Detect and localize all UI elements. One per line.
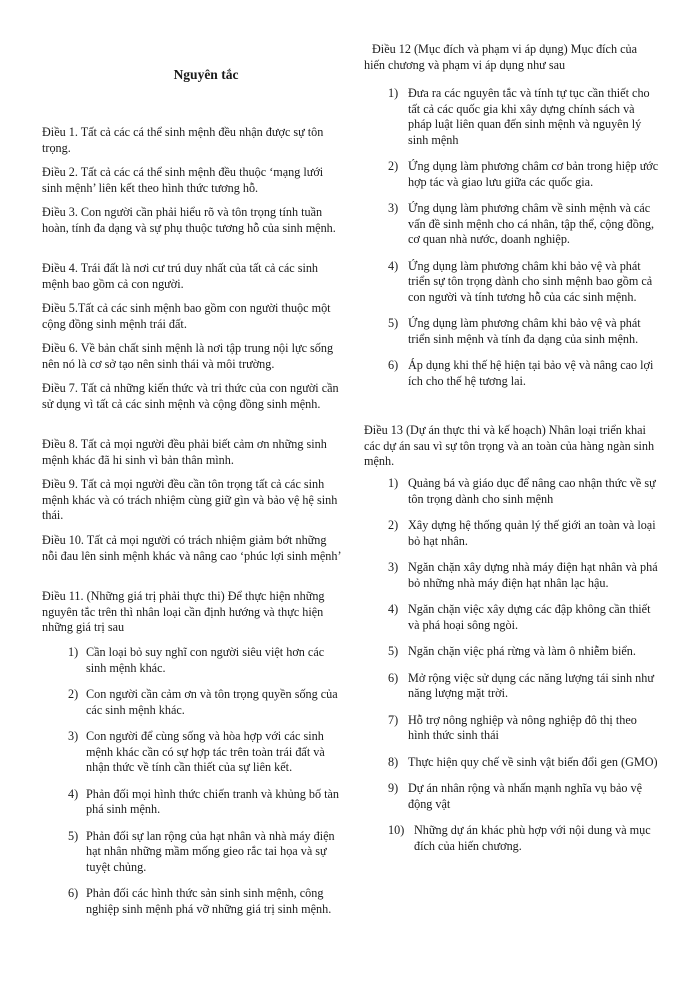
- list-item-number: 6): [388, 670, 399, 685]
- list-item-number: 6): [68, 886, 79, 900]
- article-8: Điều 8. Tất cả mọi người đều phải biết cảm ơn những sinh mệnh khác đã hi sinh vì bản thân mình.: [42, 437, 327, 467]
- list-item: [68, 886, 342, 917]
- list-item-number: 2): [388, 518, 399, 532]
- list-item-text: Thực hiện quy chế về sinh vật biến đổi gen (GMO): [408, 754, 658, 769]
- list-item-text: Áp dụng khi thế hệ hiện tại bảo vệ và nâng cao lợi ích cho thế hệ tương lai.: [408, 358, 654, 388]
- list-item-text: Phản đối sự lan rộng của hạt nhân và nhà máy điện hạt nhân những mầm mống gieo rắc tai họa và sự tuyệt chủng.: [86, 828, 335, 874]
- list-item-text: Ứng dụng làm phương châm về sinh mệnh và các vấn đề sinh mệnh cho cá nhân, tập thể, cộng đồng, cơ quan nhà nước, doanh nghiệp.: [408, 201, 655, 246]
- article-4: Điều 4. Trái đất là nơi cư trú duy nhất của tất cả các sinh mệnh bao gồm cả con người.: [42, 261, 319, 291]
- list-item: [388, 602, 660, 633]
- list-item-number: 7): [388, 712, 399, 727]
- list-item-number: 4): [388, 602, 399, 616]
- list-item-text: Dự án nhân rộng và nhấn mạnh nghĩa vụ bảo vệ động vật: [408, 781, 643, 811]
- list-item-number: 2): [68, 687, 79, 701]
- article-2: Điều 2. Tất cả các cá thể sinh mệnh đều thuộc ‘mạng lưới sinh mệnh’ liên kết theo hình thức tương hỗ.: [42, 165, 324, 195]
- article-5: Điều 5.Tất cả các sinh mệnh bao gồm con người thuộc một cộng đồng sinh mệnh trái đất.: [42, 301, 331, 331]
- list-item-text: Ngăn chặn việc phá rừng và làm ô nhiễm biển.: [408, 644, 636, 658]
- list-item-number: 2): [388, 159, 399, 173]
- list-item-number: 4): [68, 786, 79, 801]
- list-item: [68, 687, 342, 718]
- article-10: Điều 10. Tất cả mọi người có trách nhiệm giảm bớt những nỗi đau lên sinh mệnh khác và nâng cao ‘phúc lợi sinh mệnh’: [42, 533, 342, 563]
- list-item: [388, 823, 660, 854]
- list-item-text: Những dự án khác phù hợp với nội dung và mục đích của hiến chương.: [414, 823, 651, 853]
- article-11-list: [68, 645, 342, 917]
- article-1: Điều 1. Tất cả các cá thể sinh mệnh đều nhận được sự tôn trọng.: [42, 125, 324, 155]
- list-item-number: 3): [68, 729, 79, 743]
- list-item-number: 10): [388, 823, 405, 837]
- list-item-text: Con người cần cảm ơn và tôn trọng quyền sống của các sinh mệnh khác.: [86, 687, 338, 717]
- list-item: [388, 671, 660, 702]
- list-item: [388, 755, 660, 771]
- list-item-text: Hỗ trợ nông nghiệp và nông nghiệp đô thị theo hình thức sinh thái: [408, 712, 637, 742]
- list-item-number: 6): [388, 358, 399, 372]
- list-item: [388, 259, 660, 306]
- list-item-number: 5): [388, 644, 399, 658]
- article-12-list: [388, 86, 660, 389]
- list-item: [68, 787, 342, 818]
- list-item-text: Cần loại bỏ suy nghĩ con người siêu việt hơn các sinh mệnh khác.: [86, 645, 325, 675]
- article-13-list: [388, 476, 660, 854]
- list-item-text: Ngăn chặn việc xây dựng các đập không cần thiết và phá hoại sông ngòi.: [408, 602, 651, 632]
- list-item: [68, 829, 342, 876]
- article-6: Điều 6. Về bản chất sinh mệnh là nơi tập trung nội lực sống nên nó là cơ sở tạo nên sinh thái và môi trường.: [42, 341, 334, 371]
- list-item: [388, 713, 660, 744]
- list-item-text: Ứng dụng làm phương châm cơ bản trong hiệp ước hợp tác và giao lưu giữa các quốc gia.: [408, 159, 659, 189]
- list-item-text: Phản đối mọi hình thức chiến tranh và khủng bố tàn phá sinh mệnh.: [86, 786, 340, 816]
- list-item: [68, 729, 342, 776]
- list-item-text: Phản đối các hình thức sản sinh sinh mệnh, công nghiệp sinh mệnh phá vỡ những giá trị sinh mệnh.: [86, 886, 332, 916]
- article-7: Điều 7. Tất cả những kiến thức và tri thức của con người cần sử dụng vì tất cả các sinh mệnh và cộng đồng sinh mệnh.: [42, 381, 339, 411]
- list-item-number: 8): [388, 754, 399, 769]
- list-item: [388, 560, 660, 591]
- list-item-number: 1): [68, 645, 79, 659]
- list-item-text: Con người để cùng sống và hòa hợp với các sinh mệnh khác cần có sự hợp tác trên toàn trái đất và nhận thức về tính cần thiết của sự liên kết.: [86, 729, 325, 774]
- list-item-number: 4): [388, 258, 399, 273]
- list-item: [388, 476, 660, 507]
- list-item-text: Mở rộng việc sử dụng các năng lượng tái sinh như năng lượng mặt trời.: [408, 670, 654, 700]
- list-item-text: Ngăn chặn xây dựng nhà máy điện hạt nhân và phá bỏ những nhà máy điện hạt nhân lạc hậu.: [408, 560, 658, 590]
- list-item: [388, 201, 660, 248]
- list-item: [388, 781, 660, 812]
- list-item: [388, 358, 660, 389]
- list-item-number: 9): [388, 781, 399, 795]
- list-item-text: Quảng bá và giáo dục để nâng cao nhận thức về sự tôn trọng dành cho sinh mệnh: [408, 476, 656, 506]
- article-13: Điều 13 (Dự án thực thi và kế hoạch) Nhân loại triển khai các dự án sau vì sự tôn trọng và an toàn của hàng ngàn sinh mệnh.: [364, 423, 655, 468]
- article-11: Điều 11. (Những giá trị phải thực thi) Để thực hiện những nguyên tắc trên thì nhân loại cần định hướng và thực hiện những giá trị sau: [42, 589, 325, 634]
- list-item: [388, 518, 660, 549]
- article-9: Điều 9. Tất cả mọi người đều cần tôn trọng tất cả các sinh mệnh khác và có trách nhiệm cùng giữ gìn và bảo vệ hệ sinh thái.: [42, 477, 338, 522]
- list-item: [388, 159, 660, 190]
- article-12: Điều 12 (Mục đích và phạm vi áp dụng) Mục đích của hiến chương và phạm vi áp dụng như sau: [364, 42, 638, 72]
- list-item-number: 3): [388, 201, 399, 215]
- list-item-text: Ứng dụng làm phương châm khi bảo vệ và phát triển sinh mệnh và tính đa dạng của sinh mệnh.: [408, 316, 641, 346]
- list-item: [388, 644, 660, 660]
- list-item-text: Đưa ra các nguyên tắc và tính tự tục cần thiết cho tất cả các quốc gia khi xây dựng chính sách và pháp luật liên quan đến sinh mệnh và nguyên lý sinh mệnh: [408, 86, 650, 147]
- page-title: Nguyên tắc: [173, 67, 239, 82]
- list-item-number: 3): [388, 560, 399, 574]
- list-item: [68, 645, 342, 676]
- list-item: [388, 86, 660, 148]
- list-item-number: 1): [388, 476, 399, 490]
- list-item-number: 5): [68, 828, 79, 843]
- list-item-number: 1): [388, 86, 399, 100]
- list-item-text: Ứng dụng làm phương châm khi bảo vệ và phát triển sự tôn trọng dành cho sinh mệnh bao gồm cả con người và tính tương hỗ của các sinh mệnh.: [408, 258, 653, 304]
- article-3: Điều 3. Con người cần phải hiểu rõ và tôn trọng tính tuần hoàn, tính đa dạng và sự phụ thuộc tương hỗ của sinh mệnh.: [42, 205, 336, 235]
- list-item: [388, 316, 660, 347]
- list-item-text: Xây dựng hệ thống quản lý thế giới an toàn và loại bỏ hạt nhân.: [408, 518, 656, 548]
- list-item-number: 5): [388, 316, 399, 330]
